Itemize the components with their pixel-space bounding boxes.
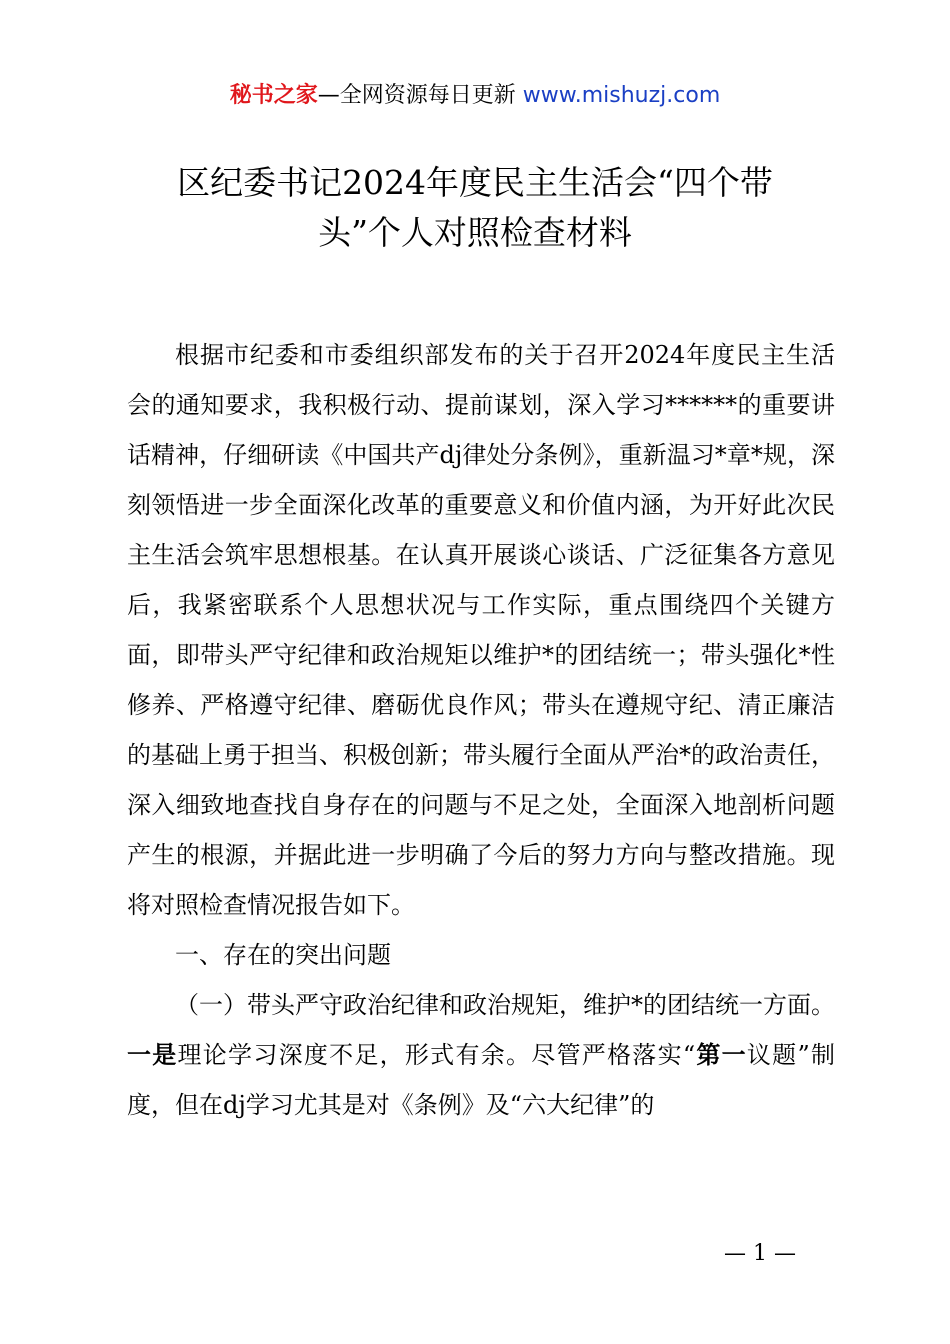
- point-text-a: 理论学习深度不足，形式有余。尽管严格落实“: [177, 1041, 696, 1069]
- title-line-2: 头”个人对照检查材料: [318, 213, 632, 252]
- banner-brand: 秘书之家: [229, 83, 318, 108]
- subsection-paragraph: [127, 980, 835, 1130]
- title-line-1: 区纪委书记2024年度民主生活会“四个带: [177, 163, 773, 202]
- site-banner: [0, 80, 950, 112]
- section-heading: 一、存在的突出问题: [175, 941, 391, 969]
- banner-url[interactable]: www.mishuzj.com: [522, 83, 721, 108]
- point-text-b: 议题”制度，但在dj学习尤其是对《条例》及“六大纪律”的: [127, 1041, 835, 1119]
- intro-paragraph: 根据市纪委和市委组织部发布的关于召开2024年度民主生活会的通知要求，我积极行动、提前谋划，深入学习******的重要讲话精神，仔细研读《中国共产dj律处分条例》，重新温习*章*规，深刻领悟进一步全面深化改革的重要意义和价值内涵，为开好此次民主生活会筑牢思想根基。在认真开展谈心谈话、广泛征集各方意见后，我紧密联系个人思想状况与工作实际，重点围绕四个关键方面，即带头严守纪律和政治规矩以维护*的团结统一；带头强化*性修养、严格遵守纪律、磨砺优良作风；带头在遵规守纪、清正廉洁的基础上勇于担当、积极创新；带头履行全面从严治*的政治责任，深入细致地查找自身存在的问题与不足之处，全面深入地剖析问题产生的根源，并据此进一步明确了今后的努力方向与整改措施。现将对照检查情况报告如下。: [127, 341, 835, 919]
- point-label: 一是: [127, 1040, 178, 1069]
- document-title: [120, 158, 830, 258]
- banner-slogan: —全网资源每日更新: [317, 83, 523, 108]
- document-body: [127, 330, 835, 1130]
- page-number: — 1 —: [724, 1241, 796, 1266]
- point-bold-text: 第一: [695, 1040, 747, 1069]
- subsection-heading: （一）带头严守政治纪律和政治规矩，维护*的团结统一方面。: [175, 991, 835, 1019]
